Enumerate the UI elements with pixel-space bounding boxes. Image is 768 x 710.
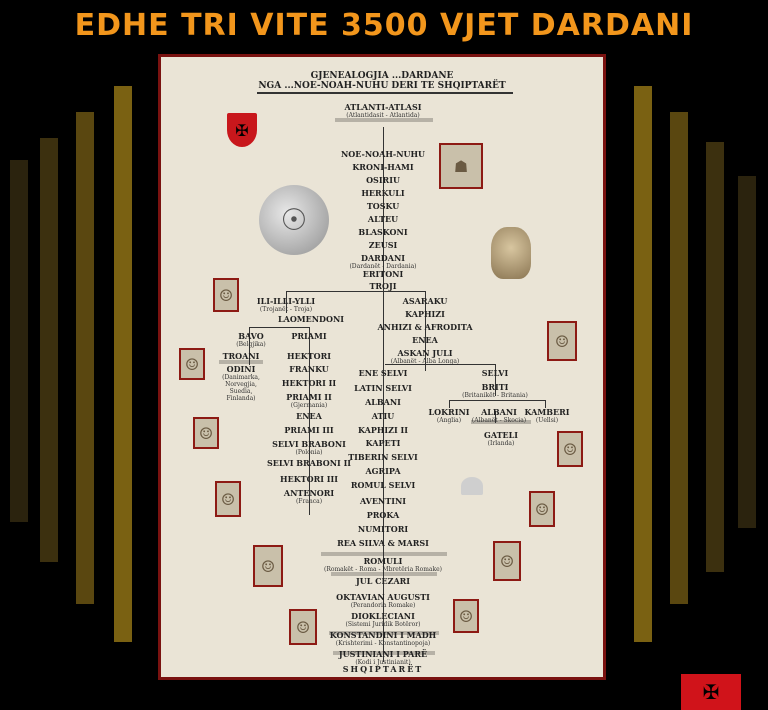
- connector-line: [286, 291, 426, 292]
- portrait-image: ☺: [289, 609, 317, 645]
- node-priami: PRIAMI: [291, 331, 327, 341]
- node-selvibraboni: SELVI BRABONI (Polonia): [272, 439, 346, 456]
- connector-line: [249, 327, 309, 328]
- node-priami2: PRIAMI II (Gjermania): [286, 392, 332, 409]
- node-eritoni: ERITONI: [362, 269, 404, 279]
- node-laomendoni: LAOMENDONI: [277, 314, 345, 324]
- node-asaraku: ASARAKU: [402, 296, 448, 306]
- header-line1: GJENEALOGJIA ...DARDANE: [310, 71, 454, 81]
- decor-bar: [114, 86, 132, 642]
- node-kaphizi2: KAPHIZI II: [357, 425, 409, 435]
- portrait-image: ☺: [453, 599, 479, 633]
- node-selvibraboni2: SELVI BRABONI II: [266, 458, 352, 468]
- node-latinselvi: LATIN SELVI: [354, 383, 412, 393]
- header-line2: NGA ...NOE-NOAH-NUHU DERI TE SHQIPTARËT: [258, 81, 506, 91]
- node-herkuli: HERKULI: [361, 188, 405, 198]
- node-romul: ROMUL SELVI: [350, 480, 416, 490]
- node-agripa: AGRIPA: [365, 466, 401, 476]
- decor-bar: [10, 160, 28, 522]
- node-jul: JUL CEZARI: [355, 576, 411, 586]
- portrait-image: ☺: [253, 545, 283, 587]
- noah-painting-image: ☗: [439, 143, 483, 189]
- node-osiriu: OSIRIU: [366, 175, 400, 185]
- node-kaphizi: KAPHIZI: [405, 309, 445, 319]
- node-tosku: TOSKU: [366, 201, 400, 211]
- decor-bar: [634, 86, 652, 642]
- node-bavo: BAVO (Belgjika): [236, 331, 266, 348]
- decor-bar: [76, 112, 94, 604]
- node-troani: TROANI: [222, 351, 260, 361]
- connector-line: [449, 400, 545, 401]
- node-rea: REA SILVA & MARSI: [337, 538, 429, 548]
- node-numitori: NUMITORI: [357, 524, 409, 534]
- node-atiu: ATIU: [371, 411, 395, 421]
- portrait-image: ☺: [213, 278, 239, 312]
- node-noe: NOE-NOAH-NUHU: [340, 149, 426, 159]
- node-eneselvi: ENE SELVI: [358, 368, 408, 378]
- genealogy-panel: [158, 54, 720, 704]
- athena-coin-image: ☉: [259, 185, 329, 255]
- node-romuli: ROMULI (Romakët - Roma - Mbretëria Romake): [324, 556, 442, 573]
- node-atlanti: ATLANTI-ATLASI (Atlantidasit - Atlantida): [344, 102, 422, 119]
- node-justiniani: JUSTINIANI I PARË (Kodi i Justinianit): [338, 649, 428, 666]
- node-askan: ASKAN JULI (Albanët - Alba Longa): [390, 348, 460, 365]
- node-selvi: SELVI: [481, 368, 509, 378]
- node-kapeti: KAPETI: [365, 438, 401, 448]
- node-kroni: KRONI-HAMI: [352, 162, 414, 172]
- node-briti: BRITI (Britanikët - Britania): [462, 382, 528, 399]
- node-gateli: GATELI (Irlanda): [483, 430, 519, 447]
- node-tiberin: TIBERIN SELVI: [348, 452, 418, 462]
- node-aventini: AVENTINI: [360, 496, 406, 506]
- node-diokleciani: DIOKLECIANI (Sistemi Juridik Botëror): [345, 611, 421, 628]
- albanian-flag-icon: ✠: [681, 674, 741, 710]
- portrait-image: ☺: [215, 481, 241, 517]
- portrait-image: ☺: [193, 417, 219, 449]
- node-priami3: PRIAMI III: [284, 425, 334, 435]
- node-antenori: ANTENORI (Franca): [283, 488, 335, 505]
- node-blaskoni: BLASKONI: [358, 227, 408, 237]
- page-title: EDHE TRI VITE 3500 VJET DARDANI: [74, 8, 694, 43]
- node-hektori: HEKTORI: [287, 351, 331, 361]
- node-zeusi: ZEUSI: [368, 240, 398, 250]
- decor-bar: [738, 176, 756, 528]
- node-albani2: ALBANI (Albanët - Skocia): [471, 407, 527, 424]
- eagle-shield-icon: ✠: [227, 113, 257, 147]
- portrait-image: ☺: [557, 431, 583, 467]
- decor-bar: [40, 138, 58, 562]
- helmet-image: [461, 477, 483, 495]
- portrait-image: ☺: [179, 348, 205, 380]
- portrait-image: ☺: [529, 491, 555, 527]
- node-hektori2: HEKTORI II: [281, 378, 337, 388]
- node-anhizi: ANHIZI & AFRODITA: [377, 322, 473, 332]
- node-alteu: ALTEU: [367, 214, 399, 224]
- node-lokrini: LOKRINI (Anglia): [428, 407, 470, 424]
- node-franku: FRANKU: [289, 364, 329, 374]
- node-proka: PROKA: [366, 510, 400, 520]
- node-hektori3: HEKTORI III: [280, 474, 338, 484]
- node-ili: ILI-ILLI-YLLI (Trojanët - Troja): [256, 296, 316, 313]
- portrait-image: ☺: [493, 541, 521, 581]
- header-rule: [257, 92, 513, 94]
- node-enea2: ENEA: [296, 411, 322, 421]
- node-dardani: DARDANI (Dardanët - Dardania): [349, 253, 417, 270]
- portrait-image: ☺: [547, 321, 577, 361]
- node-oktavian: OKTAVIAN AUGUSTI (Perandoria Romake): [336, 592, 430, 609]
- node-odini: ODINI (Danimarka, Norvegjia, Suedia, Finlanda): [222, 364, 260, 402]
- decor-bar: [706, 142, 724, 572]
- node-enea: ENEA: [412, 335, 438, 345]
- decor-bar: [670, 112, 688, 604]
- node-konstandini: KONSTANDINI I MADH (Krishterimi - Konstantinopoja): [329, 630, 437, 647]
- node-troji: TROJI: [369, 281, 397, 291]
- node-kamberi: KAMBERI (Uellsi): [524, 407, 570, 424]
- node-shqiptaret: SHQIPTARËT: [342, 664, 424, 674]
- zeus-bust-image: [491, 227, 531, 279]
- node-albani: ALBANI: [365, 397, 401, 407]
